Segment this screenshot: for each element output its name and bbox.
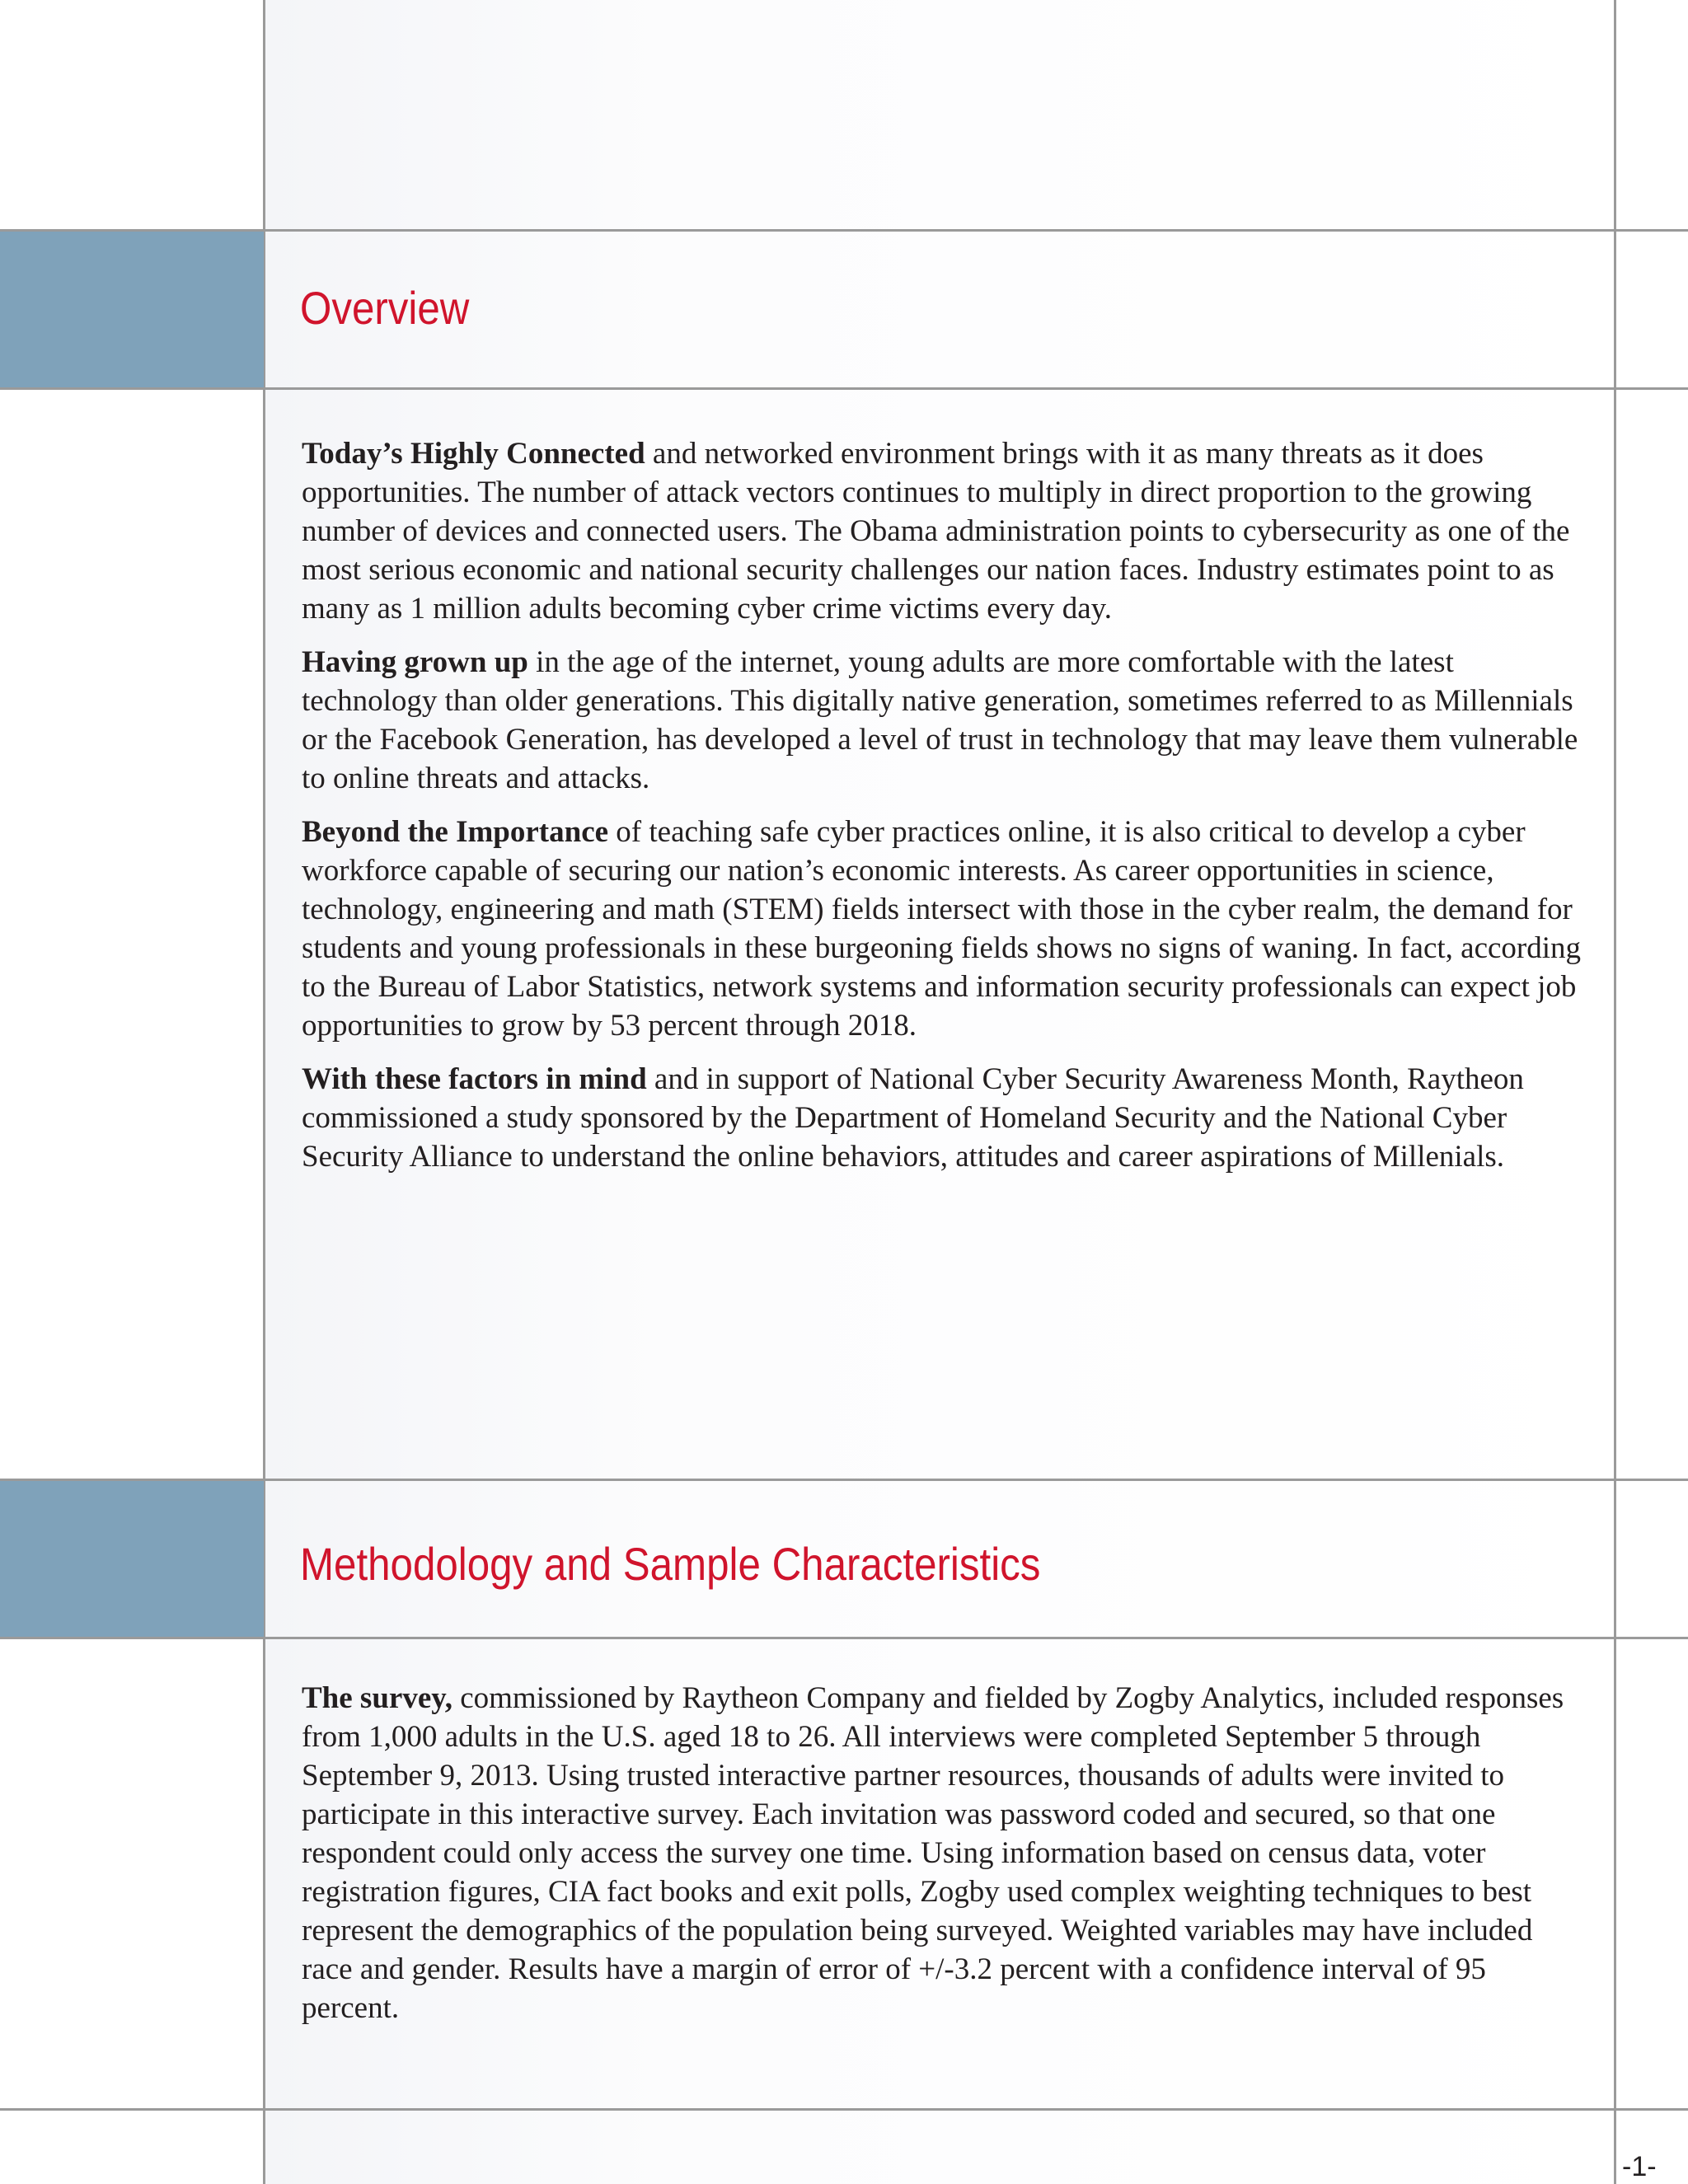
right-column-rule [1614,0,1616,2184]
paragraph-text: commissioned by Raytheon Company and fielded by Zogby Analytics, included responses from 1,000 adults in the U.S. aged 18 to 26. All interviews were completed September 5 through September 9, 2013. Using trusted interactive partner resources, thousands of adults were invited to participate in this interactive survey. Each invitation was password coded and secured, so that one respondent could only access the survey one time. Using information based on census data, voter registration figures, CIA fact books and exit polls, Zogby used complex weighting techniques to best represent the demographics of the population being surveyed. Weighted variables may have included race and gender. Results have a margin of error of +/-3.2 percent with a confidence interval of 95 percent. [302,1681,1564,2025]
paragraph-lead: With these factors in mind [302,1062,647,1096]
paragraph-text: and in support of National Cyber Security Awareness Month, Raytheon commissioned a study sponsored by the Department of Homeland Security and the National Cyber Security Alliance to understand the online behaviors, attitudes and career aspirations of Millenials. [302,1062,1524,1174]
methodology-title: Methodology and Sample Characteristics [300,1538,1041,1590]
overview-paragraph [302,643,1587,798]
page-number: -1- [1622,2151,1657,2182]
paragraph-lead: The survey, [302,1681,452,1715]
overview-body [302,434,1587,1191]
methodology-body [302,1679,1587,2042]
overview-paragraph [302,813,1587,1045]
paragraph-text: of teaching safe cyber practices online, it is also critical to develop a cyber workforce capable of securing our nation’s economic interests. As career opportunities in science, technology, engineering and math (STEM) fields intersect with those in the cyber realm, the demand for students and young professionals in these burgeoning fields shows no signs of waning. In fact, according to the Bureau of Labor Statistics, network systems and information security professionals can expect job opportunities to grow by 53 percent through 2018. [302,815,1582,1043]
overview-color-block [0,232,264,387]
paragraph-lead: Beyond the Importance [302,815,609,849]
paragraph-text: in the age of the internet, young adults are more comfortable with the latest technology than older generations. This digitally native generation, sometimes referred to as Millennials or the Facebook Generation, has developed a level of trust in technology that may leave them vulnerable to online threats and attacks. [302,645,1578,795]
methodology-color-block [0,1481,264,1637]
overview-title: Overview [300,282,470,334]
footer-rule [0,2108,1688,2111]
overview-header-bottom-rule [0,387,1688,390]
paragraph-lead: Today’s Highly Connected [302,437,645,471]
methodology-header-bottom-rule [0,1637,1688,1639]
paragraph-text: and networked environment brings with it as many threats as it does opportunities. The number of attack vectors continues to multiply in direct proportion to the growing number of devices and connected users. The Obama administration points to cybersecurity as one of the most serious economic and national security challenges our nation faces. Industry estimates point to as many as 1 million adults becoming cyber crime victims every day. [302,437,1570,626]
overview-paragraph [302,1060,1587,1176]
methodology-paragraph [302,1679,1587,2027]
paragraph-lead: Having grown up [302,645,528,679]
overview-paragraph [302,434,1587,628]
